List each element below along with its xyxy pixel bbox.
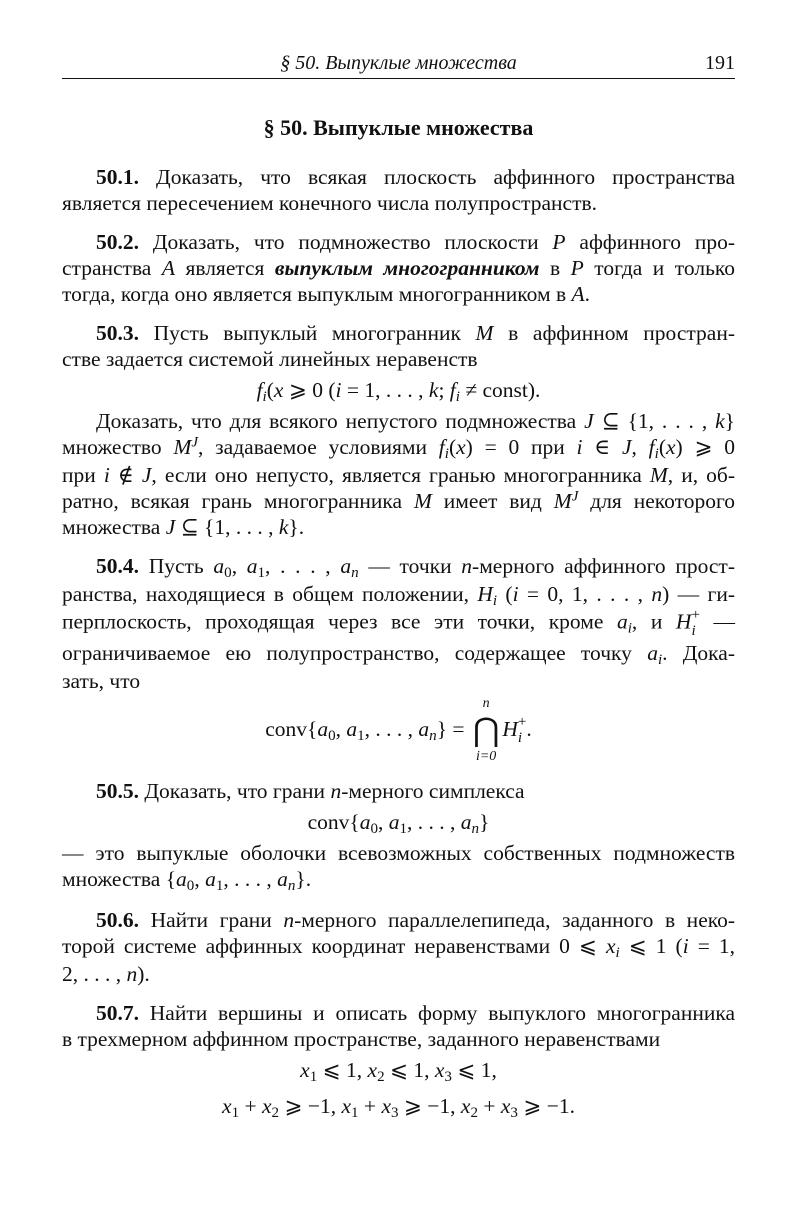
text: аффинного про- <box>565 230 735 254</box>
text: в аффинном простран- <box>493 321 735 345</box>
text: = 0, 1, . . . , <box>518 581 652 606</box>
text-line <box>62 866 735 894</box>
text: ( <box>497 581 513 606</box>
text: ⩽ 1, <box>317 1057 368 1082</box>
running-header-section: § 50. Выпуклые множества <box>280 52 517 74</box>
text: является пересечением конечного числа полупространств. <box>62 191 598 215</box>
subscript: 1 <box>399 821 408 838</box>
subscript: 1 <box>309 1068 318 1085</box>
math-variable: n <box>283 908 295 933</box>
text: ⩽ 1 ( <box>619 934 683 959</box>
math-variable: a <box>388 810 400 835</box>
text-line <box>62 1026 735 1052</box>
subscript: 3 <box>390 1104 399 1121</box>
math-variable: H <box>477 581 493 606</box>
text: ⩽ 1, <box>384 1057 435 1082</box>
math-variable: a <box>277 867 288 892</box>
text-line <box>62 408 735 434</box>
problem-number: 50.7. <box>96 1000 139 1025</box>
text-line <box>62 961 735 987</box>
math-variable: i <box>576 435 583 459</box>
text: ) — ги- <box>662 581 735 606</box>
math-variable: a <box>176 867 187 892</box>
text-line <box>62 640 735 668</box>
text: Доказать, что для всякого непустого подмножества <box>96 409 585 433</box>
subscript: i <box>517 729 523 746</box>
text: conv{ <box>307 810 360 835</box>
text-line <box>62 1000 735 1026</box>
text: является <box>174 256 275 280</box>
text: } <box>479 810 490 835</box>
text: . Дока- <box>662 640 735 665</box>
math-variable: x <box>381 1093 391 1118</box>
subscript: 1 <box>257 564 266 581</box>
upper-limit: n <box>482 696 490 712</box>
text: тогда, когда оно является выпуклым многогранником в <box>62 282 572 306</box>
math-variable: P <box>570 256 584 280</box>
text: }. <box>295 867 312 892</box>
text: }. <box>288 514 305 539</box>
text: тогда и только <box>583 256 735 280</box>
intersection-symbol: ⋂ <box>472 712 500 749</box>
math-variable: x <box>262 1093 272 1118</box>
text: Пусть выпуклый многогранник <box>139 321 476 345</box>
problem-number: 50.4. <box>96 553 139 578</box>
text: , и, об- <box>667 462 735 487</box>
text: , <box>231 553 247 578</box>
text: , . . . , <box>223 867 278 892</box>
superscript: J <box>571 488 579 505</box>
math-variable: J <box>584 409 594 433</box>
superscript: J <box>191 434 199 451</box>
subscript: n <box>351 564 359 581</box>
math-variable: a <box>317 716 329 741</box>
text: = 1, . . . , <box>341 378 429 402</box>
text: ⩾ −1, <box>398 1093 461 1118</box>
text: ( <box>448 435 457 459</box>
math-variable: x <box>434 1057 445 1082</box>
text: ). <box>137 961 150 986</box>
text: ⩾ −1, <box>279 1093 342 1118</box>
text: торой системе аффинных координат неравенствами 0 ⩽ <box>62 934 606 959</box>
subscript: 0 <box>186 878 195 895</box>
math-variable: a <box>246 553 258 578</box>
math-variable: J <box>141 462 152 487</box>
subscript: 2 <box>377 1068 385 1085</box>
math-variable: a <box>647 640 658 665</box>
math-variable: P <box>552 230 566 254</box>
math-variable: f <box>256 378 263 402</box>
subscript: i <box>262 388 267 405</box>
math-variable: a <box>346 716 358 741</box>
text: для некоторого <box>578 488 735 513</box>
super-subscript <box>691 608 700 640</box>
text: ограничиваемое ею полупространство, содержащее точку <box>62 640 648 665</box>
subscript: i <box>615 944 620 961</box>
math-variable: x <box>300 1057 310 1082</box>
text-line <box>62 190 735 216</box>
lower-limit: i=0 <box>475 748 497 764</box>
problem-1 <box>62 164 735 216</box>
math-variable: n <box>330 779 342 804</box>
subscript: i <box>691 623 696 640</box>
superscript: + <box>517 714 527 731</box>
math-variable: M <box>173 435 192 459</box>
math-variable: x <box>456 435 466 459</box>
section-title: § 50. Выпуклые множества <box>263 115 534 140</box>
math-variable: i <box>512 581 519 606</box>
text-line <box>62 581 735 609</box>
subscript: i <box>627 620 632 637</box>
text: + <box>358 1093 382 1118</box>
math-variable: M <box>649 462 668 487</box>
text: Пусть <box>139 553 214 578</box>
text-line <box>62 668 735 694</box>
text: ⊆ {1, . . . , <box>175 514 279 539</box>
text: ∈ <box>582 435 622 459</box>
text: , и <box>631 610 676 635</box>
math-variable: x <box>222 1093 232 1118</box>
text: в трехмерном аффинном пространстве, заданного неравенствами <box>62 1026 661 1051</box>
problem-number: 50.2. <box>96 230 139 254</box>
text-line <box>62 164 735 190</box>
text: ( <box>658 435 666 459</box>
text: — <box>699 610 735 635</box>
emphasis: выпуклым многогранником <box>274 256 540 280</box>
text-line <box>62 553 735 581</box>
math-variable: f <box>648 435 655 459</box>
subscript: 0 <box>224 564 232 581</box>
math-variable: k <box>428 378 439 402</box>
math-variable: a <box>359 810 371 835</box>
text: ранства, находящиеся в общем положении, <box>62 581 478 606</box>
text: + <box>477 1093 501 1118</box>
text: = 1, <box>688 934 735 959</box>
text: , . . . , <box>407 810 461 835</box>
subscript: 0 <box>370 821 378 838</box>
math-variable: i <box>103 462 110 487</box>
subscript: n <box>287 878 296 895</box>
subscript: i <box>444 445 449 462</box>
text: ⩽ 1, <box>451 1057 497 1082</box>
text-line <box>62 840 735 866</box>
text: имеет вид <box>431 488 554 513</box>
problem-number: 50.3. <box>96 321 139 345</box>
text: ≠ const). <box>459 378 541 402</box>
text: ⊆ {1, . . . , <box>593 409 716 433</box>
math-variable: A <box>161 256 175 280</box>
math-variable: a <box>418 716 430 741</box>
math-variable: M <box>475 321 494 345</box>
math-variable: x <box>605 934 616 959</box>
math-variable: a <box>340 553 352 578</box>
text: в <box>539 256 571 280</box>
text-line <box>62 907 735 933</box>
text: зать, что <box>62 668 141 693</box>
text: -мерного параллелепипеда, заданного в неко- <box>294 908 735 933</box>
text-line <box>62 514 735 540</box>
subscript: 2 <box>271 1104 280 1121</box>
math-variable: H <box>502 716 518 741</box>
text: ( <box>266 378 274 402</box>
text: Найти вершины и описать форму выпуклого многогранника <box>139 1000 735 1025</box>
text-line <box>62 462 735 488</box>
subscript: 1 <box>215 878 224 895</box>
big-intersection-operator <box>473 696 499 765</box>
subscript: 2 <box>470 1104 478 1121</box>
math-variable: n <box>651 581 663 606</box>
problem-number: 50.1. <box>96 165 139 189</box>
text-line <box>62 281 735 307</box>
subscript: 1 <box>351 1104 359 1121</box>
text: conv{ <box>265 716 318 741</box>
text-line <box>62 320 735 346</box>
math-variable: f <box>438 435 445 459</box>
text: } <box>724 409 735 433</box>
text-line <box>62 434 735 462</box>
text: } = <box>436 716 470 741</box>
text: , <box>194 867 206 892</box>
math-variable: x <box>460 1093 471 1118</box>
text: — точки <box>358 553 462 578</box>
subscript: 1 <box>357 727 365 744</box>
math-variable: f <box>449 378 456 402</box>
math-variable: M <box>413 488 432 513</box>
formula <box>62 372 735 408</box>
subscript: i <box>654 445 659 462</box>
text: Доказать, что подмножество плоскости <box>139 230 553 254</box>
math-variable: i <box>682 934 689 959</box>
formula <box>62 1088 735 1124</box>
formula <box>62 1052 735 1088</box>
math-variable: A <box>571 282 585 306</box>
math-variable: n <box>126 961 138 986</box>
page-number: 191 <box>705 52 735 74</box>
subscript: 1 <box>231 1104 240 1121</box>
text: , . . . , <box>265 553 341 578</box>
problem-5 <box>62 778 735 894</box>
text: ) ⩾ 0 <box>675 435 736 459</box>
text-line <box>62 229 735 255</box>
math-variable: a <box>213 553 225 578</box>
math-variable: n <box>461 553 473 578</box>
text: Доказать, что всякая плоскость аффинного пространства <box>139 165 735 189</box>
text: ; <box>438 378 450 402</box>
text: , <box>335 716 347 741</box>
formula <box>62 804 735 840</box>
running-header <box>62 52 735 79</box>
math-variable: J <box>621 435 632 459</box>
subscript: n <box>429 727 437 744</box>
text: 2, . . . , <box>62 961 127 986</box>
text: ∉ <box>109 462 142 487</box>
text: перплоскость, проходящая через все эти точки, кроме <box>62 610 617 635</box>
text: , <box>378 810 389 835</box>
text-line <box>62 608 735 640</box>
subscript: 3 <box>444 1068 452 1085</box>
text-line <box>62 346 735 372</box>
text: + <box>239 1093 262 1118</box>
text: множества { <box>62 867 177 892</box>
subscript: n <box>471 821 480 838</box>
subscript: 3 <box>510 1104 518 1121</box>
problem-6 <box>62 907 735 987</box>
text: , если оно непусто, является гранью многогранника <box>151 462 650 487</box>
text: ) = 0 при <box>465 435 577 459</box>
text: -мерного симплекса <box>341 779 525 804</box>
math-variable: H <box>675 610 692 635</box>
problem-4 <box>62 553 735 766</box>
math-variable: M <box>553 488 572 513</box>
text: Доказать, что грани <box>139 779 331 804</box>
text: . <box>584 282 591 306</box>
text: при <box>62 462 104 487</box>
text-line <box>62 255 735 281</box>
problems-body <box>62 164 735 1137</box>
text: ⩾ 0 ( <box>283 378 336 402</box>
subscript: i <box>492 592 498 609</box>
text: Найти грани <box>139 908 284 933</box>
math-variable: a <box>205 867 216 892</box>
math-variable: k <box>278 514 289 539</box>
math-variable: x <box>273 378 284 402</box>
math-variable: k <box>715 409 725 433</box>
math-variable: a <box>460 810 472 835</box>
text-line <box>62 778 735 804</box>
text-line <box>62 933 735 961</box>
math-variable: x <box>367 1057 378 1082</box>
math-variable: i <box>335 378 342 402</box>
math-variable: x <box>500 1093 511 1118</box>
text: странства <box>62 256 162 280</box>
text: , . . . , <box>364 716 419 741</box>
problem-3 <box>62 320 735 540</box>
text: , <box>631 435 649 459</box>
subscript: 0 <box>328 727 336 744</box>
math-variable: J <box>165 514 176 539</box>
problem-number: 50.5. <box>96 779 139 804</box>
text: множества <box>62 514 166 539</box>
math-variable: x <box>666 435 676 459</box>
subscript: i <box>455 388 460 405</box>
problem-2 <box>62 229 735 307</box>
superscript: + <box>691 607 700 624</box>
text: . <box>526 716 532 741</box>
text: — это выпуклые оболочки всевозможных собственных подмножеств <box>62 841 735 866</box>
text: -мерного аффинного прост- <box>472 553 735 578</box>
math-variable: x <box>341 1093 352 1118</box>
problem-7 <box>62 1000 735 1124</box>
formula <box>62 694 735 766</box>
text: ратно, всякая грань многогранника <box>62 488 414 513</box>
subscript: i <box>657 651 663 668</box>
text: множество <box>62 435 174 459</box>
text-line <box>62 488 735 514</box>
problem-number: 50.6. <box>96 908 139 933</box>
text: стве задается системой линейных неравенств <box>62 347 478 371</box>
math-variable: a <box>616 610 628 635</box>
text: ⩾ −1. <box>517 1093 575 1118</box>
text: , задаваемое условиями <box>198 435 439 459</box>
